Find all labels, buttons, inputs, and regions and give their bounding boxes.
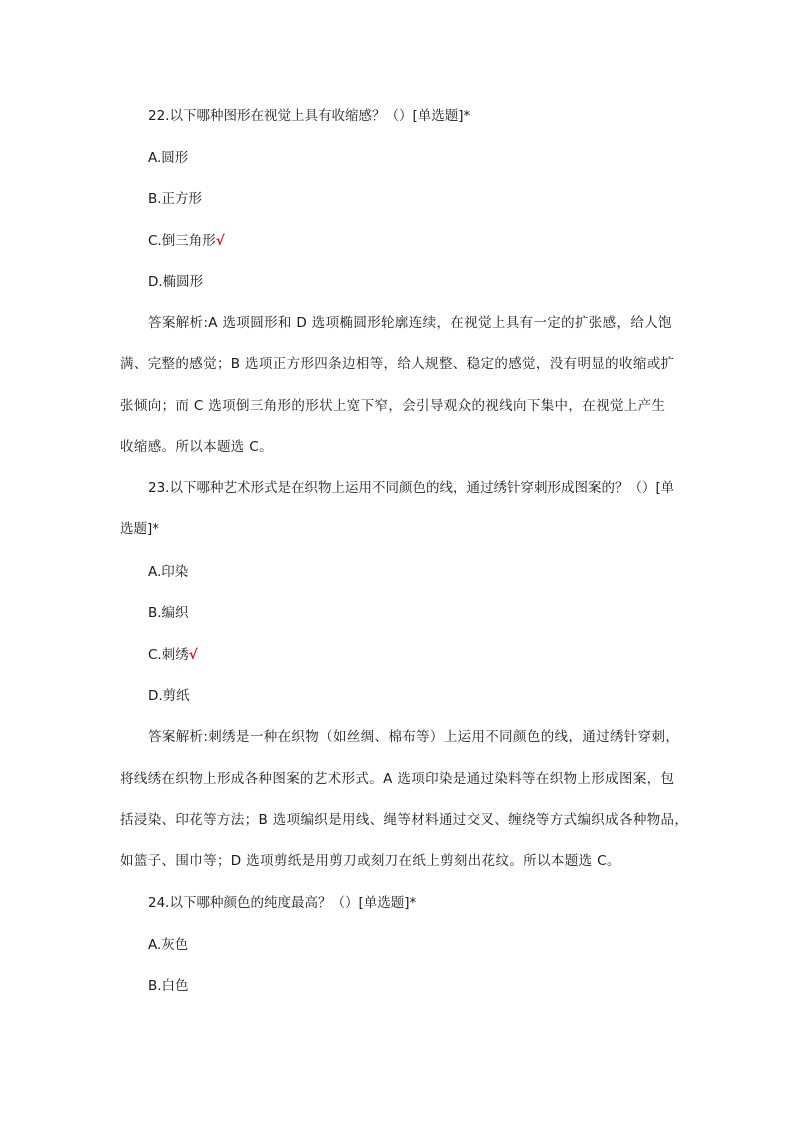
check-mark-icon: √: [215, 232, 225, 249]
analysis-line: 如篮子、围巾等；D 选项剪纸是用剪刀或刻刀在纸上剪刻出花纹。所以本题选 C。: [120, 853, 621, 870]
option-text: A.印染: [148, 563, 189, 580]
option-text: B.白色: [148, 978, 189, 995]
question-23-analysis: [120, 717, 689, 882]
analysis-line: 满、完整的感觉；B 选项正方形四条边相等，给人规整、稳定的感觉，没有明显的收缩或扩: [120, 356, 675, 373]
analysis-line: 收缩感。所以本题选 C。: [120, 438, 273, 455]
question-23-option-d: [120, 686, 676, 706]
option-text: A.灰色: [148, 936, 189, 953]
question-23-stem: [120, 468, 676, 551]
question-22-analysis: [120, 303, 676, 468]
question-stem-line: 选题]*: [120, 521, 160, 538]
analysis-line: 括浸染、印花等方法；B 选项编织是用线、绳等材料通过交叉、缠绕等方式编织成各种物品，: [120, 811, 689, 828]
option-text: C.刺绣: [148, 646, 189, 663]
option-text: A.圆形: [148, 149, 189, 166]
option-text: C.倒三角形: [148, 232, 216, 249]
analysis-line: 答案解析:刺绣是一种在织物（如丝绸、棉布等）上运用不同颜色的线，通过绣针穿刺，: [148, 729, 680, 746]
analysis-line: 答案解析:A 选项圆形和 D 选项椭圆形轮廓连续，在视觉上具有一定的扩张感，给人饱: [148, 315, 672, 331]
question-22-option-a: [120, 148, 676, 168]
option-text: D.剪纸: [148, 688, 190, 705]
option-text: D.椭圆形: [148, 274, 204, 290]
analysis-line: 张倾向；而 C 选项倒三角形的形状上宽下窄，会引导观众的视线向下集中，在视觉上产生: [120, 397, 666, 414]
check-mark-icon: √: [188, 646, 198, 663]
question-22-option-b: [120, 189, 676, 209]
question-stem-line: 23.以下哪种艺术形式是在织物上运用不同颜色的线，通过绣针穿刺形成图案的？（）[单: [148, 480, 675, 497]
question-23-option-b: [120, 603, 676, 623]
question-23-option-a: [120, 562, 676, 582]
question-22-option-d: [120, 272, 676, 292]
question-24-option-b: [120, 976, 676, 996]
analysis-line: 将线绣在织物上形成各种图案的艺术形式。A 选项印染是通过染料等在织物上形成图案，包: [120, 770, 675, 787]
question-24-option-a: [120, 935, 676, 955]
question-22-stem: 22.以下哪种图形在视觉上具有收缩感？（）[单选题]*: [148, 108, 471, 124]
question-24-stem: 24.以下哪种颜色的纯度最高？（）[单选题]*: [148, 895, 417, 912]
document-content: [120, 106, 689, 1018]
option-text: B.编织: [148, 605, 189, 622]
question-23-option-c: [120, 645, 676, 665]
question-22-option-c: [120, 231, 676, 251]
option-text: B.正方形: [148, 191, 203, 207]
